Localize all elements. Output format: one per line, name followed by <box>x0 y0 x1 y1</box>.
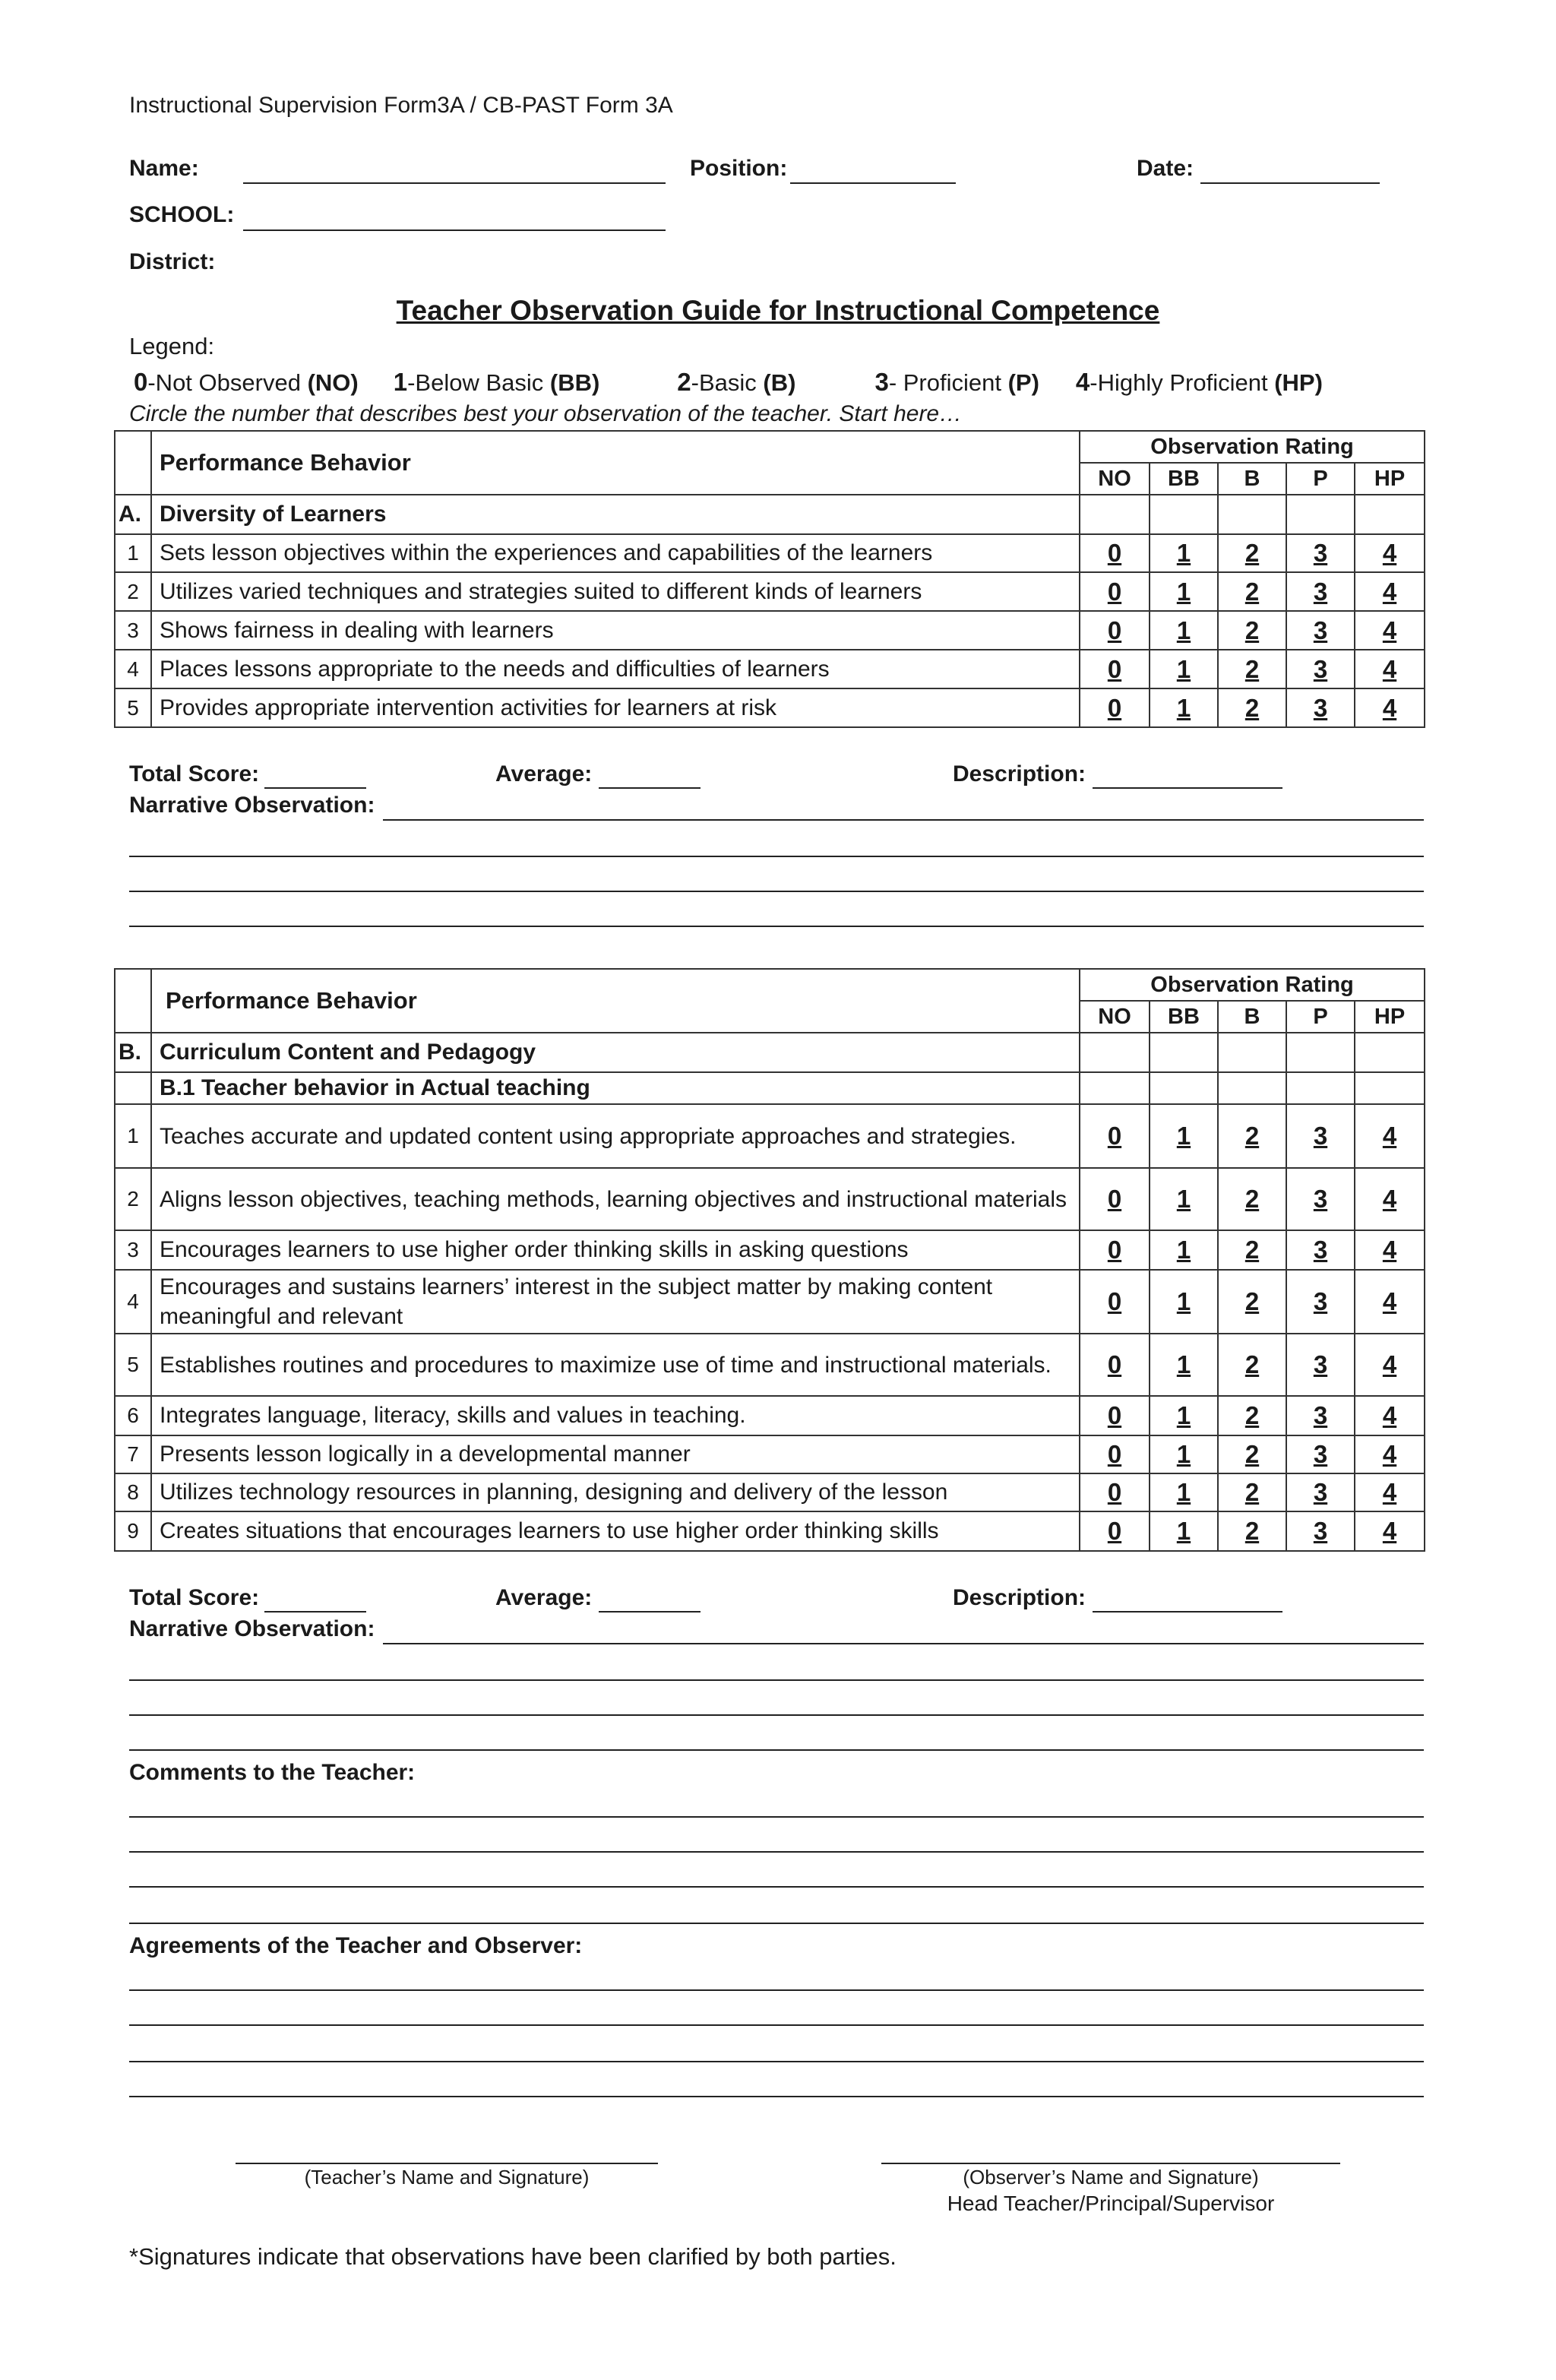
total-score-field[interactable] <box>264 1611 366 1613</box>
table-row: 6 Integrates language, literacy, skills and values in teaching. 0 1 2 3 4 <box>115 1396 1425 1435</box>
table-row: 4 Places lessons appropriate to the needs and difficulties of learners 0 1 2 3 4 <box>115 650 1425 688</box>
description-field[interactable] <box>1093 1611 1282 1613</box>
rating-0[interactable]: 0 <box>1080 1168 1150 1230</box>
rating-3[interactable]: 3 <box>1286 688 1355 727</box>
rating-2[interactable]: 2 <box>1218 1168 1286 1230</box>
col-hp: HP <box>1355 1001 1425 1033</box>
rating-2[interactable]: 2 <box>1218 611 1286 650</box>
table-row: 5 Establishes routines and procedures to maximize use of time and instructional materials. 0 1 2 3 4 <box>115 1334 1425 1396</box>
rating-4[interactable]: 4 <box>1355 1435 1425 1473</box>
rating-2[interactable]: 2 <box>1218 650 1286 688</box>
narrative-line[interactable] <box>129 1679 1424 1681</box>
narrative-line[interactable] <box>129 891 1424 892</box>
rating-2[interactable]: 2 <box>1218 572 1286 611</box>
rating-4[interactable]: 4 <box>1355 1230 1425 1270</box>
rating-2[interactable]: 2 <box>1218 1270 1286 1334</box>
table-row: 8 Utilizes technology resources in planning, designing and delivery of the lesson 0 1 2 3 4 <box>115 1473 1425 1511</box>
behavior-text: Establishes routines and procedures to maximize use of time and instructional materials. <box>151 1334 1080 1396</box>
section-letter: A. <box>115 495 151 534</box>
comments-label: Comments to the Teacher: <box>129 1760 416 1785</box>
narrative-field[interactable] <box>383 819 1424 821</box>
school-label: SCHOOL: <box>129 202 235 227</box>
rating-2[interactable]: 2 <box>1218 1230 1286 1270</box>
rating-4[interactable]: 4 <box>1355 650 1425 688</box>
rating-4[interactable]: 4 <box>1355 1511 1425 1551</box>
behavior-text: Places lessons appropriate to the needs and difficulties of learners <box>151 650 1080 688</box>
rating-1[interactable]: 1 <box>1150 1435 1218 1473</box>
col-b: B <box>1218 1001 1286 1033</box>
total-score-field[interactable] <box>264 787 366 789</box>
rating-4[interactable]: 4 <box>1355 1270 1425 1334</box>
rating-1[interactable]: 1 <box>1150 534 1218 572</box>
rating-3[interactable]: 3 <box>1286 1230 1355 1270</box>
rating-4[interactable]: 4 <box>1355 572 1425 611</box>
comments-line[interactable] <box>129 1851 1424 1853</box>
rating-2[interactable]: 2 <box>1218 1334 1286 1396</box>
rating-3[interactable]: 3 <box>1286 534 1355 572</box>
narrative-field[interactable] <box>383 1643 1424 1644</box>
agreements-line[interactable] <box>129 2024 1424 2026</box>
rating-3[interactable]: 3 <box>1286 1435 1355 1473</box>
average-label: Average: <box>495 1585 593 1610</box>
position-label: Position: <box>690 156 788 181</box>
rating-0[interactable]: 0 <box>1080 1230 1150 1270</box>
section-subtitle: B.1 Teacher behavior in Actual teaching <box>151 1072 1080 1104</box>
rating-2[interactable]: 2 <box>1218 1396 1286 1435</box>
table-row: 3 Encourages learners to use higher order thinking skills in asking questions 0 1 2 3 4 <box>115 1230 1425 1270</box>
behavior-text: Creates situations that encourages learners to use higher order thinking skills <box>151 1511 1080 1551</box>
total-score-label: Total Score: <box>129 761 260 786</box>
behavior-text: Encourages learners to use higher order thinking skills in asking questions <box>151 1230 1080 1270</box>
behavior-text: Utilizes varied techniques and strategies suited to different kinds of learners <box>151 572 1080 611</box>
observer-signature-line[interactable] <box>881 2163 1340 2164</box>
col-p: P <box>1286 463 1355 495</box>
rating-3[interactable]: 3 <box>1286 1168 1355 1230</box>
narrative-line[interactable] <box>129 1714 1424 1716</box>
observer-role: Head Teacher/Principal/Supervisor <box>947 2192 1275 2215</box>
col-bb: BB <box>1150 463 1218 495</box>
district-label: District: <box>129 249 216 274</box>
narrative-label: Narrative Observation: <box>129 793 375 818</box>
rating-4[interactable]: 4 <box>1355 534 1425 572</box>
average-field[interactable] <box>599 787 701 789</box>
rating-0[interactable]: 0 <box>1080 1334 1150 1396</box>
teacher-signature-line[interactable] <box>236 2163 658 2164</box>
rating-2[interactable]: 2 <box>1218 688 1286 727</box>
performance-header: Performance Behavior <box>151 969 1080 1033</box>
page-title: Teacher Observation Guide for Instructional Competence <box>396 295 1160 326</box>
rating-0[interactable]: 0 <box>1080 572 1150 611</box>
comments-line[interactable] <box>129 1886 1424 1888</box>
behavior-text: Encourages and sustains learners’ interest in the subject matter by making content meaningful and relevant <box>151 1270 1080 1334</box>
header-num-cell <box>115 431 151 495</box>
table-row: 4 Encourages and sustains learners’ interest in the subject matter by making content meaningful and relevant 0 1 2 3 4 <box>115 1270 1425 1334</box>
rating-header: Observation Rating <box>1080 431 1425 463</box>
rating-1[interactable]: 1 <box>1150 611 1218 650</box>
rating-0[interactable]: 0 <box>1080 1435 1150 1473</box>
comments-line[interactable] <box>129 1923 1424 1924</box>
section-title: Curriculum Content and Pedagogy <box>151 1033 1080 1072</box>
rating-1[interactable]: 1 <box>1150 1511 1218 1551</box>
name-label: Name: <box>129 156 199 181</box>
description-field[interactable] <box>1093 787 1282 789</box>
rating-3[interactable]: 3 <box>1286 650 1355 688</box>
agreements-line[interactable] <box>129 1989 1424 1991</box>
behavior-text: Provides appropriate intervention activities for learners at risk <box>151 688 1080 727</box>
rating-1[interactable]: 1 <box>1150 1334 1218 1396</box>
position-field[interactable] <box>790 182 956 184</box>
date-field[interactable] <box>1200 182 1380 184</box>
rating-header: Observation Rating <box>1080 969 1425 1001</box>
description-label: Description: <box>953 1585 1086 1610</box>
form-id: Instructional Supervision Form3A / CB-PAST Form 3A <box>129 93 673 118</box>
rating-0[interactable]: 0 <box>1080 1270 1150 1334</box>
school-field[interactable] <box>243 229 666 231</box>
narrative-line[interactable] <box>129 1749 1424 1751</box>
legend-item-p: 3- Proficient (P) <box>874 368 1039 396</box>
narrative-line[interactable] <box>129 926 1424 927</box>
rating-2[interactable]: 2 <box>1218 1511 1286 1551</box>
rating-3[interactable]: 3 <box>1286 1511 1355 1551</box>
legend-label: Legend: <box>129 333 215 359</box>
legend-item-hp: 4-Highly Proficient (HP) <box>1075 368 1323 396</box>
average-label: Average: <box>495 761 593 786</box>
performance-header: Performance Behavior <box>151 431 1080 495</box>
rating-1[interactable]: 1 <box>1150 1230 1218 1270</box>
col-bb: BB <box>1150 1001 1218 1033</box>
rating-1[interactable]: 1 <box>1150 1396 1218 1435</box>
table-row: 1 Sets lesson objectives within the experiences and capabilities of the learners 0 1 2 3 4 <box>115 534 1425 572</box>
average-field[interactable] <box>599 1611 701 1613</box>
behavior-text: Shows fairness in dealing with learners <box>151 611 1080 650</box>
col-p: P <box>1286 1001 1355 1033</box>
header-num-cell <box>115 969 151 1033</box>
rating-4[interactable]: 4 <box>1355 1473 1425 1511</box>
rating-0[interactable]: 0 <box>1080 688 1150 727</box>
table-row: 2 Utilizes varied techniques and strategies suited to different kinds of learners 0 1 2 3 4 <box>115 572 1425 611</box>
rating-1[interactable]: 1 <box>1150 1270 1218 1334</box>
rating-0[interactable]: 0 <box>1080 534 1150 572</box>
teacher-signature-caption: (Teacher’s Name and Signature) <box>304 2166 590 2189</box>
rating-3[interactable]: 3 <box>1286 1270 1355 1334</box>
agreements-label: Agreements of the Teacher and Observer: <box>129 1933 583 1958</box>
narrative-line[interactable] <box>129 856 1424 857</box>
section-letter: B. <box>115 1033 151 1072</box>
table-row: 7 Presents lesson logically in a developmental manner 0 1 2 3 4 <box>115 1435 1425 1473</box>
rating-4[interactable]: 4 <box>1355 1334 1425 1396</box>
table-section-b <box>114 968 1425 1552</box>
agreements-line[interactable] <box>129 2096 1424 2097</box>
behavior-text: Sets lesson objectives within the experiences and capabilities of the learners <box>151 534 1080 572</box>
name-field[interactable] <box>243 182 666 184</box>
rating-3[interactable]: 3 <box>1286 572 1355 611</box>
behavior-text: Teaches accurate and updated content using appropriate approaches and strategies. <box>151 1104 1080 1168</box>
rating-1[interactable]: 1 <box>1150 1104 1218 1168</box>
rating-4[interactable]: 4 <box>1355 1396 1425 1435</box>
col-b: B <box>1218 463 1286 495</box>
behavior-text: Integrates language, literacy, skills and values in teaching. <box>151 1396 1080 1435</box>
section-title: Diversity of Learners <box>151 495 1080 534</box>
legend-item-bb: 1-Below Basic (BB) <box>393 368 600 396</box>
description-label: Description: <box>953 761 1086 786</box>
rating-2[interactable]: 2 <box>1218 1435 1286 1473</box>
rating-3[interactable]: 3 <box>1286 1334 1355 1396</box>
rating-1[interactable]: 1 <box>1150 650 1218 688</box>
total-score-label: Total Score: <box>129 1585 260 1610</box>
table-row: 9 Creates situations that encourages learners to use higher order thinking skills 0 1 2 3 4 <box>115 1511 1425 1551</box>
rating-2[interactable]: 2 <box>1218 534 1286 572</box>
col-hp: HP <box>1355 463 1425 495</box>
rating-1[interactable]: 1 <box>1150 1168 1218 1230</box>
rating-4[interactable]: 4 <box>1355 688 1425 727</box>
footnote: *Signatures indicate that observations have been clarified by both parties. <box>129 2243 897 2270</box>
col-no: NO <box>1080 1001 1150 1033</box>
behavior-text: Utilizes technology resources in planning, designing and delivery of the lesson <box>151 1473 1080 1511</box>
legend-items <box>134 368 1323 397</box>
rating-0[interactable]: 0 <box>1080 650 1150 688</box>
behavior-text: Presents lesson logically in a developmental manner <box>151 1435 1080 1473</box>
observer-signature-caption: (Observer’s Name and Signature) <box>963 2166 1259 2189</box>
behavior-text: Aligns lesson objectives, teaching methods, learning objectives and instructional materials <box>151 1168 1080 1230</box>
rating-1[interactable]: 1 <box>1150 688 1218 727</box>
rating-0[interactable]: 0 <box>1080 1104 1150 1168</box>
legend-item-b: 2-Basic (B) <box>677 368 796 396</box>
rating-3[interactable]: 3 <box>1286 1396 1355 1435</box>
date-label: Date: <box>1137 156 1194 181</box>
rating-4[interactable]: 4 <box>1355 1168 1425 1230</box>
rating-1[interactable]: 1 <box>1150 1473 1218 1511</box>
table-row: 3 Shows fairness in dealing with learners 0 1 2 3 4 <box>115 611 1425 650</box>
narrative-label: Narrative Observation: <box>129 1616 375 1641</box>
rating-0[interactable]: 0 <box>1080 1396 1150 1435</box>
rating-0[interactable]: 0 <box>1080 1473 1150 1511</box>
rating-3[interactable]: 3 <box>1286 1473 1355 1511</box>
col-no: NO <box>1080 463 1150 495</box>
rating-2[interactable]: 2 <box>1218 1104 1286 1168</box>
rating-4[interactable]: 4 <box>1355 611 1425 650</box>
table-row: 2 Aligns lesson objectives, teaching methods, learning objectives and instructional materials 0 1 2 3 4 <box>115 1168 1425 1230</box>
rating-1[interactable]: 1 <box>1150 572 1218 611</box>
table-row: 5 Provides appropriate intervention activities for learners at risk 0 1 2 3 4 <box>115 688 1425 727</box>
comments-line[interactable] <box>129 1816 1424 1818</box>
rating-0[interactable]: 0 <box>1080 611 1150 650</box>
rating-3[interactable]: 3 <box>1286 1104 1355 1168</box>
legend-instruction: Circle the number that describes best your observation of the teacher. Start here… <box>129 401 963 426</box>
agreements-line[interactable] <box>129 2061 1424 2062</box>
rating-2[interactable]: 2 <box>1218 1473 1286 1511</box>
rating-3[interactable]: 3 <box>1286 611 1355 650</box>
legend-item-no: 0-Not Observed (NO) <box>134 368 359 396</box>
table-row: 1 Teaches accurate and updated content using appropriate approaches and strategies. 0 1 2 3 4 <box>115 1104 1425 1168</box>
rating-4[interactable]: 4 <box>1355 1104 1425 1168</box>
table-section-a <box>114 430 1425 728</box>
rating-0[interactable]: 0 <box>1080 1511 1150 1551</box>
